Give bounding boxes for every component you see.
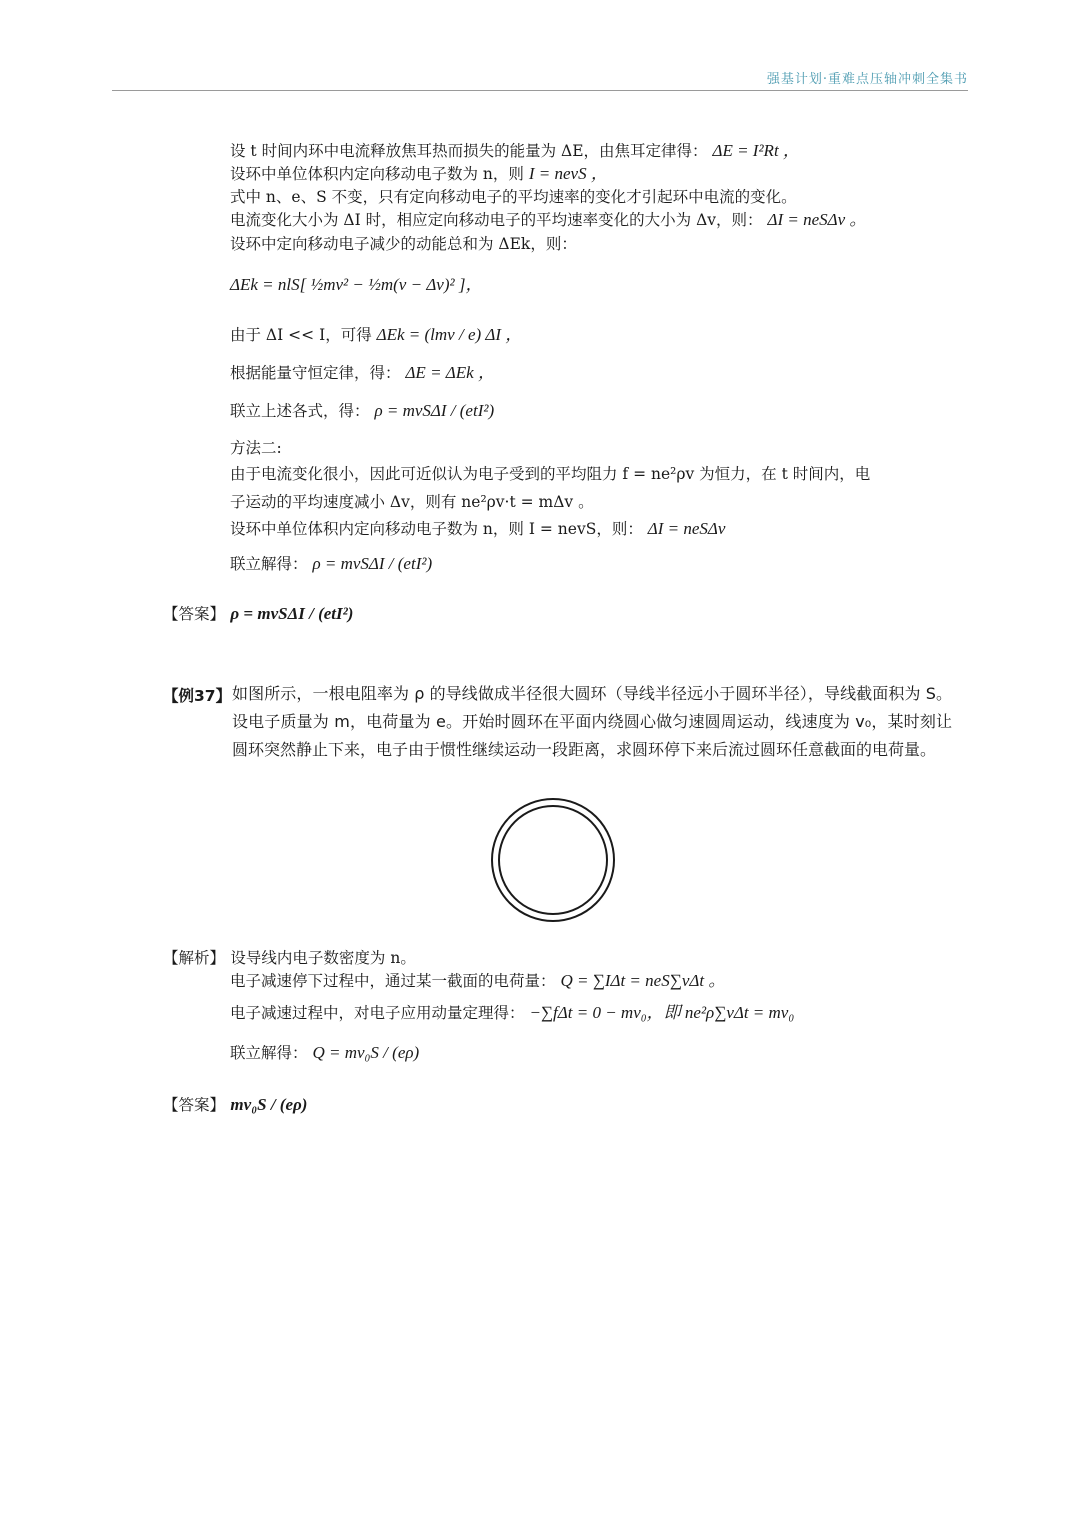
- ring-figure: [490, 797, 616, 923]
- m1-line-8-text: 根据能量守恒定律，得：: [230, 364, 401, 382]
- m1-line-3-text: 式中 n、e、S 不变，只有定向移动电子的平均速率的变化才引起环中电流的变化。: [230, 188, 797, 206]
- m1-line-8-formula: ΔE = ΔEk ，: [405, 363, 495, 382]
- solution-line-4: [230, 1042, 419, 1064]
- m1-line-1-formula: ΔE = I²Rt ，: [712, 141, 800, 160]
- example-37-label: 【例37】: [163, 687, 232, 705]
- solution-label: 【解析】: [163, 949, 226, 967]
- m2-line-1: [230, 463, 870, 485]
- answer-1-formula: ρ = mvSΔI / (etI²): [230, 604, 354, 623]
- ring-inner-circle: [499, 806, 607, 914]
- solution-line-2-text: 电子减速停下过程中，通过某一截面的电荷量：: [230, 972, 556, 990]
- m1-line-1: [230, 140, 800, 162]
- m2-line-4-formula: ρ = mvSΔI / (etI²): [312, 554, 433, 573]
- header-rule: [112, 90, 968, 91]
- m1-line-2-formula: I = nevS ，: [528, 164, 608, 183]
- m2-line-3-text: 设环中单位体积内定向移动电子数为 n，则 I = nevS，则：: [230, 520, 643, 538]
- m2-line-3: [230, 518, 725, 540]
- m1-line-9: [230, 400, 494, 422]
- m1-line-8: [230, 362, 495, 384]
- m2-title: 方法二:: [230, 439, 282, 457]
- solution-line-1-text: 设导线内电子数密度为 n。: [230, 949, 416, 967]
- m1-line-7-formula: ΔEk = (lmv / e) ΔI ，: [376, 325, 523, 344]
- m1-line-4: [230, 209, 866, 231]
- m1-line-2: [230, 163, 608, 185]
- m2-line-4-text: 联立解得：: [230, 555, 308, 573]
- solution-line-2: [230, 970, 725, 992]
- m2-line-3-formula: ΔI = neSΔv: [647, 519, 726, 538]
- m2-line-1-text: 由于电流变化很小，因此可近似认为电子受到的平均阻力 f = ne²ρv 为恒力，在 t 时间内，电: [230, 465, 871, 483]
- answer-2-formula: mv₀S / (eρ): [230, 1095, 308, 1114]
- answer-1-label: 【答案】: [163, 605, 226, 623]
- m1-line-7: [230, 324, 522, 346]
- solution: [163, 946, 416, 968]
- m2-line-2: [230, 491, 594, 513]
- solution-line-4-text: 联立解得：: [230, 1044, 308, 1062]
- m1-line-7-text: 由于 ΔI << I，可得: [230, 326, 372, 344]
- header-title: 强基计划·重难点压轴冲刺全集书: [766, 72, 968, 87]
- solution-line-2-formula: Q = ∑IΔt = neS∑vΔt 。: [560, 971, 726, 990]
- m2-line-2-text: 子运动的平均速度减小 Δv，则有 ne²ρv·t = mΔv 。: [230, 493, 594, 511]
- m1-line-9-formula: ρ = mvSΔI / (etI²): [374, 401, 495, 420]
- answer-1: [163, 602, 353, 624]
- m1-line-2-text: 设环中单位体积内定向移动电子数为 n，则: [230, 165, 524, 183]
- solution-line-4-formula: Q = mv₀S / (eρ): [312, 1043, 420, 1062]
- example-37-text: 如图所示，一根电阻率为 ρ 的导线做成半径很大圆环（导线半径远小于圆环半径），导线截面积为 S。设电子质量为 m，电荷量为 e。开始时圆环在平面内绕圆心做匀速圆周运动，线速度为 v₀，某时刻让圆环突然静止下来，电子由于惯性继续运动一段距离，求圆环停下来后流过圆环任意截面的电荷量。: [232, 684, 952, 759]
- m1-line-4-formula: ΔI = neSΔv 。: [767, 210, 867, 229]
- m2-line-4: [230, 553, 432, 575]
- solution-line-3-text: 电子减速过程中，对电子应用动量定理得：: [230, 1004, 525, 1022]
- solution-line-3: [230, 1002, 794, 1024]
- ring-outer-circle: [492, 799, 614, 921]
- m1-kinetic-energy-formula: ΔEk = nlS[ ½mv² − ½m(v − Δv)² ]，: [230, 275, 483, 294]
- m1-line-3: [230, 186, 797, 208]
- m1-line-6: [230, 274, 482, 296]
- solution-line-3-formula: −∑fΔt = 0 − mv₀，即 ne²ρ∑vΔt = mv₀: [529, 1003, 795, 1022]
- m1-line-5-text: 设环中定向移动电子减少的动能总和为 ΔEk，则：: [230, 235, 577, 253]
- m1-line-9-text: 联立上述各式，得：: [230, 402, 370, 420]
- m1-line-5: [230, 233, 577, 255]
- m1-line-1-text: 设 t 时间内环中电流释放焦耳热而损失的能量为 ΔE，由焦耳定律得：: [230, 142, 708, 160]
- m1-line-4-text: 电流变化大小为 ΔI 时，相应定向移动电子的平均速率变化的大小为 Δv，则：: [230, 211, 763, 229]
- answer-2-label: 【答案】: [163, 1096, 226, 1114]
- answer-2: [163, 1093, 307, 1115]
